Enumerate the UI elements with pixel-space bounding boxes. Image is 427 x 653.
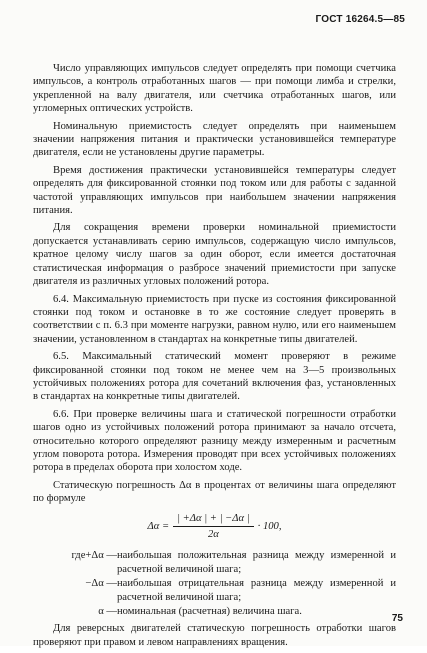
paragraph: Число управляющих импульсов следует определять при помощи счетчика импульсов, а контроль отработанных шагов — при помощи лимба и стрелки, укрепленной на валу двигателя, или счетчика отработанных шагов, или угломерных оптических устройств. (33, 63, 396, 115)
document-body (33, 62, 396, 653)
paragraph-closing: Для реверсных двигателей статическую погрешность отработки шагов проверяют при правом и левом направлениях вращения. (33, 623, 396, 648)
legend-description: наибольшая отрицательная разница между измеренной и расчетной величиной шага; (117, 578, 396, 603)
legend-symbol: +Δα — (85, 550, 117, 562)
formula-legend (33, 549, 396, 618)
legend-row (33, 549, 396, 576)
formula-tail: · 100, (257, 520, 282, 532)
paragraph-6-4: 6.4. Максимальную приемистость при пуске из состояния фиксированной стоянки под током и остановке в то же состояние следует проверять в соответствии с п. 6.3 при моменте нагрузки, равном нулю, или его наименьшем значении, установленном в стандартах на конкретные типы двигателей. (33, 293, 396, 345)
paragraph: Номинальную приемистость следует определять при наименьшем значении напряжения питания и практически установившейся температуре двигателя, если не установлены другие параметры. (33, 120, 396, 159)
legend-symbol: α — (98, 606, 117, 618)
paragraph-formula-intro: Статическую погрешность Δα в процентах от величины шага определяют по формуле (33, 479, 396, 505)
legend-prefix: где (71, 550, 86, 562)
legend-row (33, 577, 396, 604)
legend-row (33, 605, 396, 618)
formula-lhs: Δα = (147, 520, 170, 532)
legend-description: номинальная (расчетная) величина шага. (117, 606, 302, 618)
legend-description: наибольшая положительная разница между измеренной и расчетной величиной шага; (117, 550, 396, 575)
formula-fraction (173, 512, 254, 542)
formula-numerator: | +Δα | + | −Δα | (173, 512, 254, 527)
paragraph: Время достижения практически установившейся температуры следует определять для фиксированной стоянки под током или для работы с заданной частотой управляющих импульсов при наибольшем значении напряжения питания. (33, 164, 396, 217)
legend-term (33, 549, 117, 562)
paragraph-6-5: 6.5. Максимальный статический момент проверяют в режиме фиксированной стоянки под током не менее чем на 3—5 произвольных устойчивых положениях ротора для сочетаний включения фаз, установленных в стандартах на конкретные типы двигателей. (33, 351, 396, 403)
paragraph-6-6: 6.6. При проверке величины шага и статической погрешности отработки шагов одно из устойчивых положений ротора принимают за начало отсчета, относительно которого определяют разницу между измеренным и расчетным углом поворота ротора. Измерения проводят при всех устойчивых положениях ротора в пределах оборота при холостом ходе. (33, 408, 396, 474)
page-number: 75 (391, 613, 403, 624)
formula-denominator: 2α (207, 529, 219, 540)
legend-symbol: −Δα — (85, 578, 117, 590)
static-error-formula (33, 512, 396, 542)
standard-header: ГОСТ 16264.5—85 (315, 14, 405, 25)
paragraph: Для сокращения времени проверки номинальной приемистости допускается устанавливать серию импульсов, содержащую число импульсов, кратное целому числу шагов за один оборот, если имеется достаточная статистическая информация о разбросе значений приемистости при запуске двигателя из различных угловых положений ротора. (33, 222, 396, 288)
